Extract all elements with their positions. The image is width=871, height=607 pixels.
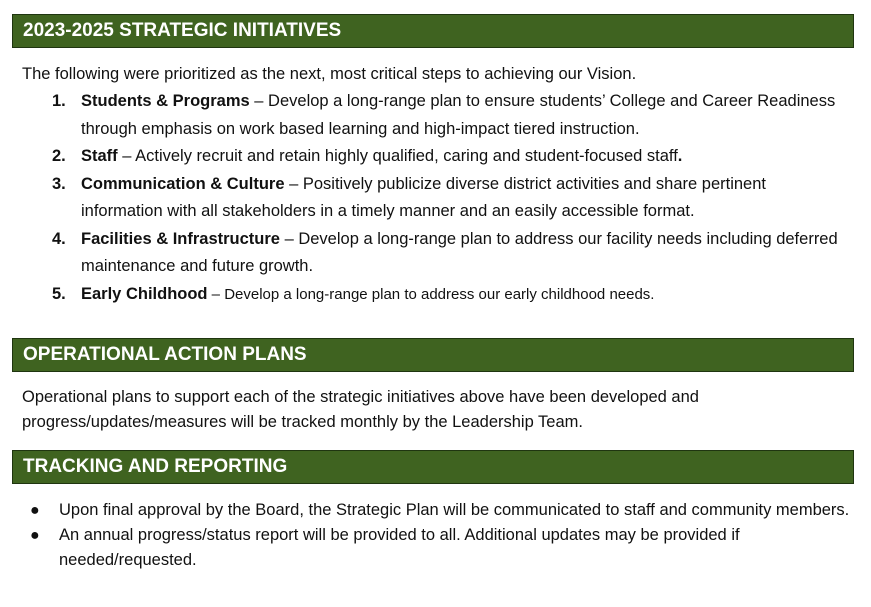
item-lead: Students & Programs	[81, 92, 250, 110]
item-lead: Staff	[81, 147, 118, 165]
tracking-list	[22, 498, 852, 573]
initiative-item	[22, 88, 842, 143]
operational-body: Operational plans to support each of the strategic initiatives above have been developed and progress/updates/measures will be tracked monthly by the Leadership Team.	[22, 388, 699, 431]
item-lead: Facilities & Infrastructure	[81, 229, 280, 248]
item-text: – Develop a long-range plan to address our facility needs including deferred maintenance and future growth.	[81, 229, 838, 275]
initiative-item	[22, 281, 842, 309]
item-number: 5.	[52, 284, 66, 303]
item-tail: .	[677, 147, 683, 165]
item-number: 3.	[52, 174, 66, 193]
tracking-item	[22, 523, 852, 573]
item-lead: Early Childhood	[81, 284, 208, 303]
strategic-intro: The following were prioritized as the next, most critical steps to achieving our Vision.	[22, 65, 637, 83]
item-text: – Develop a long-range plan to address our early childhood needs.	[207, 285, 655, 303]
tracking-item-text: Upon final approval by the Board, the Strategic Plan will be communicated to staff and community members.	[59, 501, 850, 519]
item-text: – Actively recruit and retain highly qualified, caring and student-focused staff	[117, 147, 678, 165]
item-text: – Develop a long-range plan to ensure students’ College and Career Readiness through emphasis on work based learning and high-impact tiered instruction.	[81, 92, 836, 138]
operational-action-plans-header: OPERATIONAL ACTION PLANS	[12, 338, 854, 372]
bullet-icon: ●	[30, 527, 40, 544]
strategic-initiatives-header: 2023-2025 STRATEGIC INITIATIVES	[12, 14, 854, 48]
initiative-item	[22, 226, 842, 281]
tracking-item	[22, 498, 852, 523]
initiative-item	[22, 143, 842, 171]
item-number: 2.	[52, 147, 66, 165]
item-text: – Positively publicize diverse district activities and share pertinent information with all stakeholders in a timely manner and an easily accessible format.	[81, 174, 766, 220]
bullet-icon: ●	[30, 502, 40, 519]
item-number: 4.	[52, 229, 66, 248]
initiatives-list	[22, 88, 842, 308]
tracking-item-text: An annual progress/status report will be provided to all. Additional updates may be provided if needed/requested.	[59, 526, 740, 569]
item-number: 1.	[52, 92, 66, 110]
initiative-item	[22, 171, 842, 226]
tracking-reporting-header: TRACKING AND REPORTING	[12, 450, 854, 484]
item-lead: Communication & Culture	[81, 174, 285, 193]
